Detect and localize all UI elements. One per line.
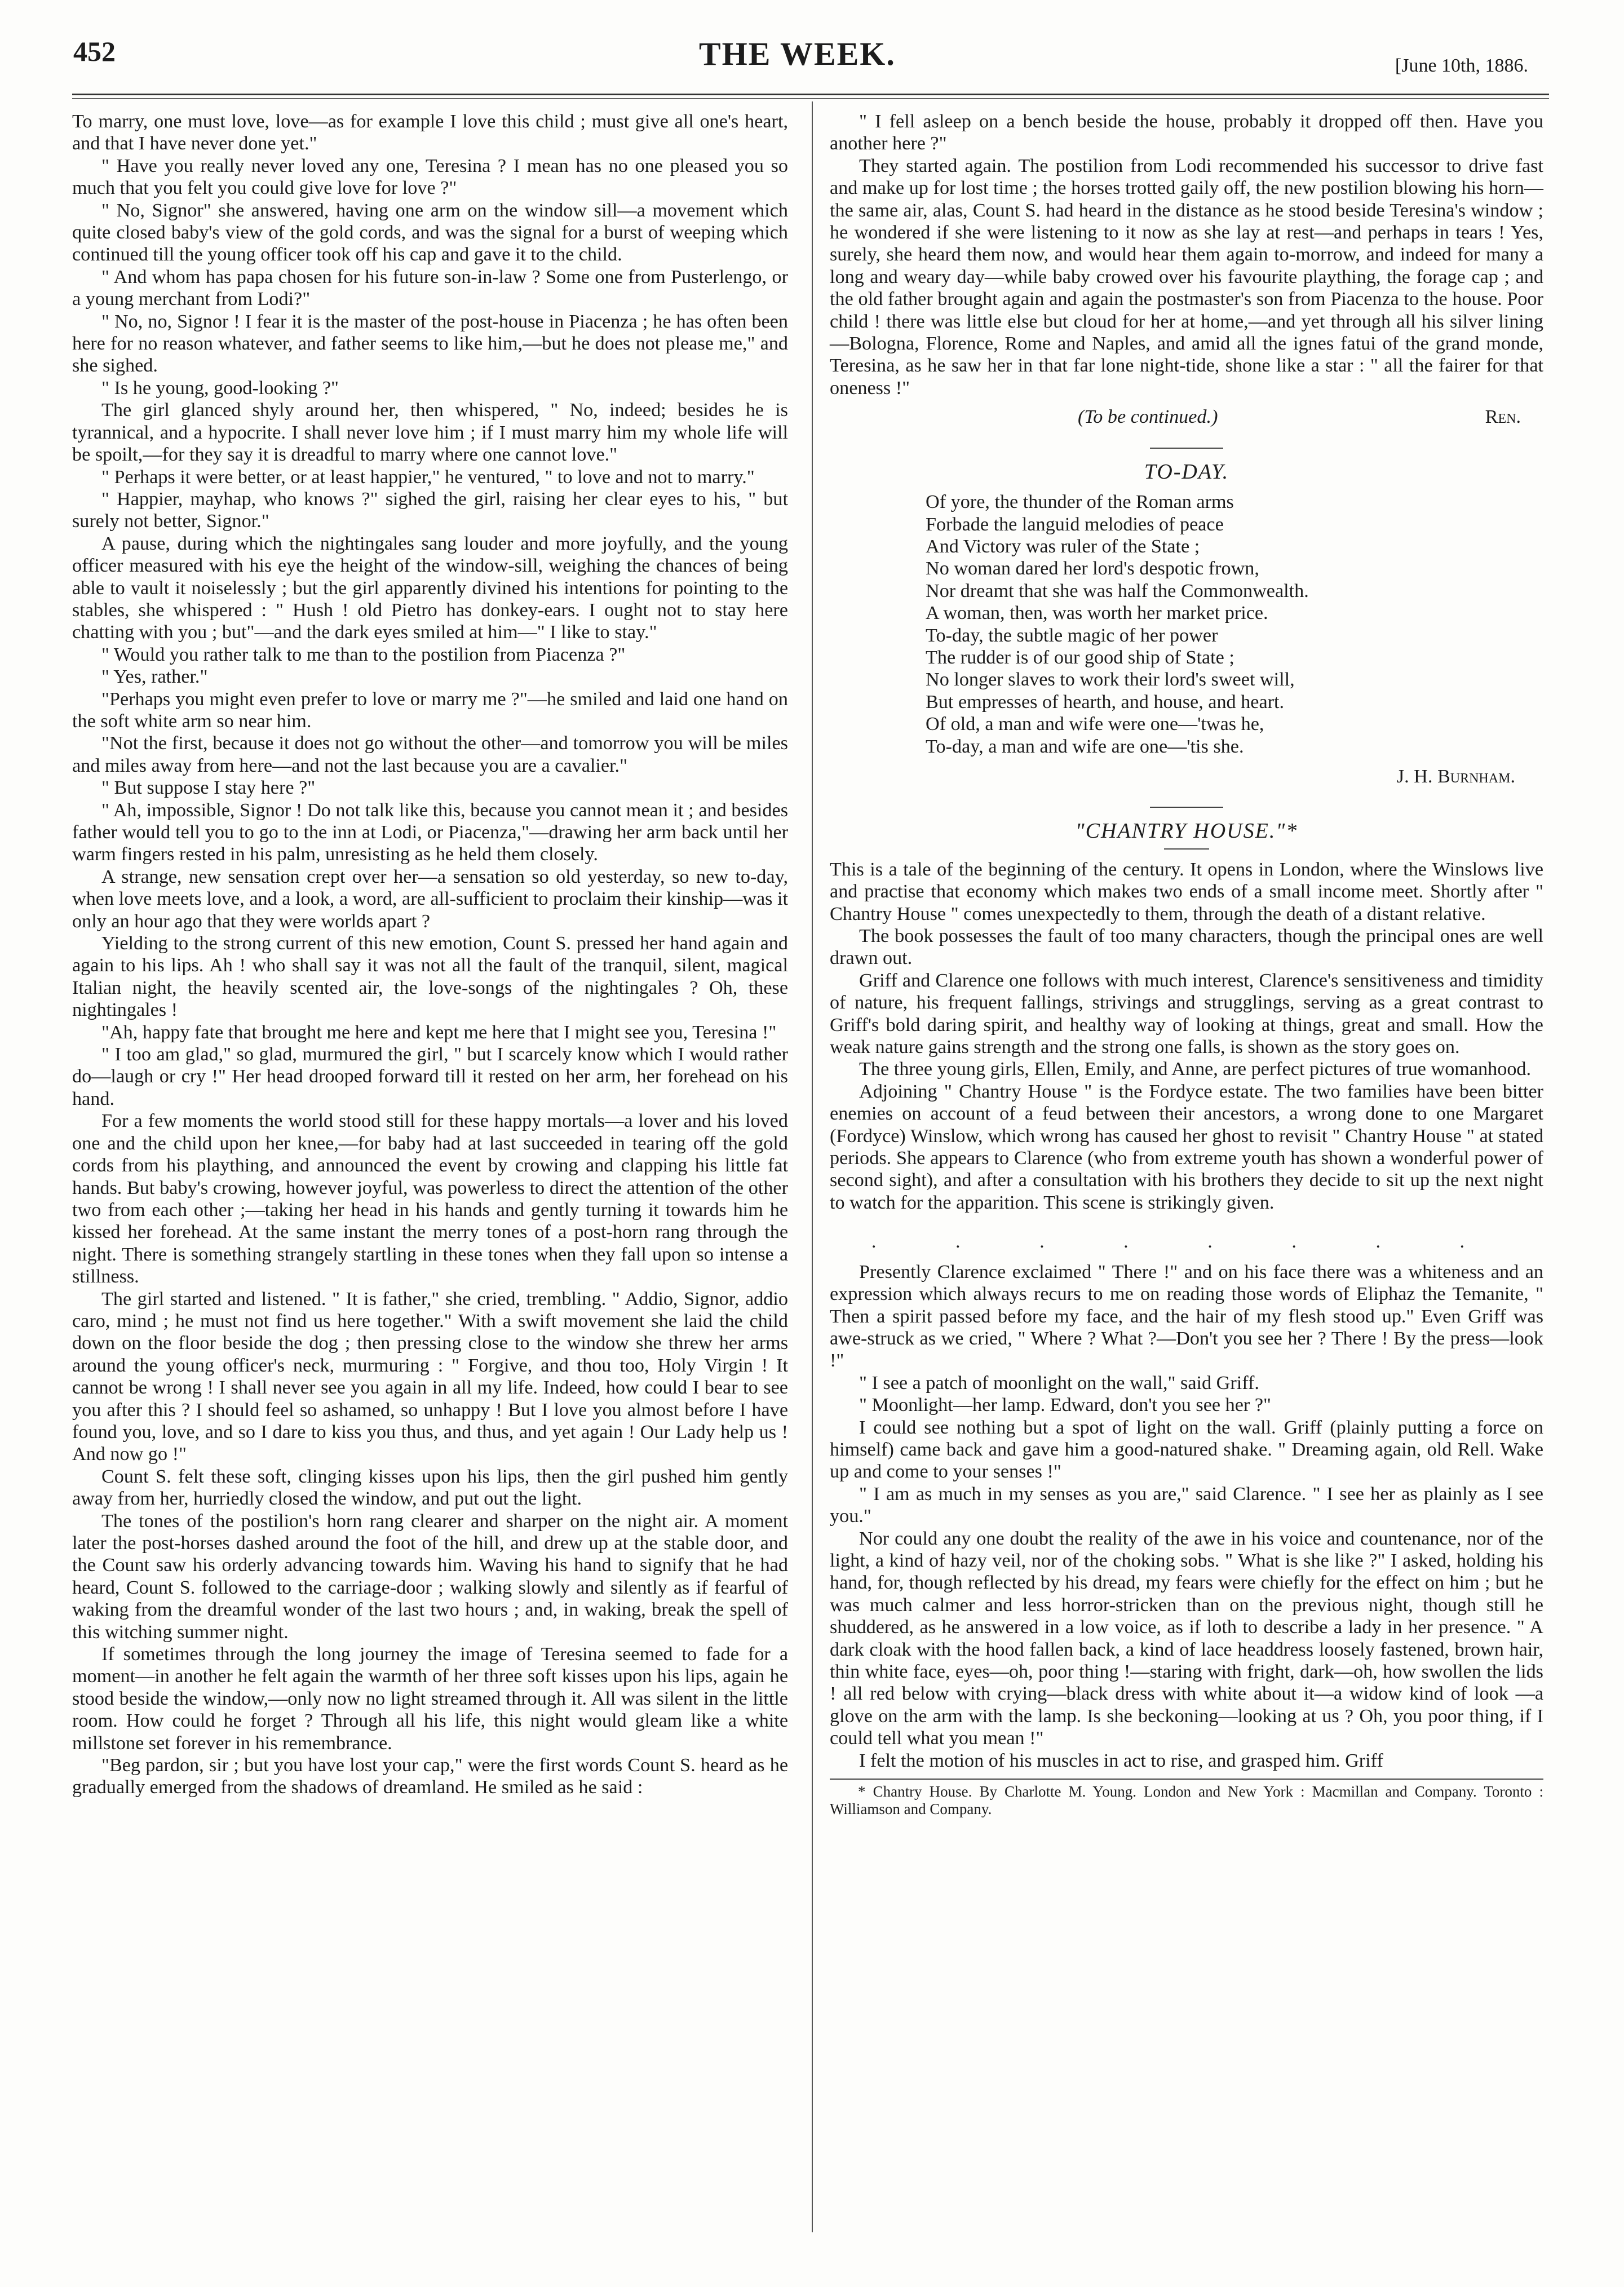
story-signature (830, 406, 1543, 428)
story-paragraph: Count S. felt these soft, clinging kisses upon his lips, then the girl pushed him gently away from her, hurriedly closed the window, and put out the light. (72, 1466, 788, 1510)
to-be-continued: (To be continued.) (1078, 406, 1218, 428)
story-paragraph: " Perhaps it were better, or at least happier," he ventured, " to love and not to marry." (101, 466, 755, 488)
review-paragraph: Griff and Clarence one follows with much interest, Clarence's sensitiveness and timidity of nature, his frequent fallings, strivings and strugglings, serving as a great contrast to Griff's bold daring spirit, and healthy way of looking at things, great and small. How the weak nature gains strength and the strong one falls, is shown as the story goes on. (830, 970, 1543, 1058)
poem (830, 491, 1543, 758)
left-column (72, 110, 788, 1799)
review-paragraph: This is a tale of the beginning of the century. It opens in London, where the Winslows live and practise that economy which makes two ends of a small income meet. Shortly after " Chantry House " comes unexpectedly to them, through the death of a distant relative. (830, 859, 1543, 924)
issue-date: [June 10th, 1886. (1395, 55, 1528, 76)
story-paragraph: " Is he young, good-looking ?" (101, 377, 339, 399)
footnote-rule (830, 1779, 1543, 1780)
story-paragraph: " Have you really never loved any one, Teresina ? I mean has no one pleased you so much that you felt you could give love for love ?" (72, 155, 788, 199)
poem-line: Of yore, the thunder of the Roman arms (926, 492, 1234, 513)
story-author: Ren. (1485, 406, 1521, 428)
poem-line: No woman dared her lord's despotic frown, (926, 558, 1259, 580)
header-rule-bottom (72, 98, 1549, 99)
quote-paragraph: Presently Clarence exclaimed " There !" and on his face there was a whiteness and an expression which always recurs to me on reading those words of Eliphaz the Temanite, " Then a spirit passed before my face, and the hair of my flesh stood up." Even Griff was awe-struck as we cried, " Where ? What ?—Don't you see her ? There ! By the press—look !" (830, 1261, 1543, 1372)
poem-line: A woman, then, was worth her market price. (926, 603, 1268, 624)
poem-line: To-day, the subtle magic of her power (926, 625, 1218, 646)
story-paragraph: " No, Signor" she answered, having one arm on the window sill—a movement which quite closed baby's view of the gold cords, and was the signal for a burst of weeping which continued till the young officer took off his cap and gave it to the child. (72, 200, 788, 266)
poem-line: To-day, a man and wife are one—'tis she. (926, 736, 1244, 757)
story-paragraph: "Perhaps you might even prefer to love or marry me ?"—he smiled and laid one hand on the soft white arm so near him. (72, 688, 788, 732)
section-divider (1150, 807, 1223, 808)
poem-line: And Victory was ruler of the State ; (926, 536, 1200, 557)
story-paragraph: The girl started and listened. " It is father," she cried, trembling. " Addio, Signor, addio caro, mind ; he must not find us here together." With a swift movement she laid the child down on the floor beside the dog ; then pressing close to the window she threw her arms around the young officer's neck, murmuring : " Forgive, and thou too, Holy Virgin ! It cannot be wrong ! I shall never see you again in all my life. Indeed, how could I bear to see you after this ? I should feel so ashamed, so unhappy ! But I love you almost before I have found you, love, and so I dare to kiss you thus, and thus, and yet again ! Our Lady help us ! And now go !" (72, 1288, 788, 1465)
story-paragraph: To marry, one must love, love—as for example I love this child ; must give all one's heart, and that I have never done yet." (72, 111, 788, 154)
footnote: * Chantry House. By Charlotte M. Young. London and New York : Macmillan and Company. Toronto : Williamson and Company. (830, 1783, 1543, 1818)
poem-line: Of old, a man and wife were one—'twas he, (926, 714, 1264, 735)
poem-title: TO-DAY. (1144, 459, 1229, 484)
poem-line: Forbade the languid melodies of peace (926, 514, 1224, 535)
column-separator (812, 101, 813, 2232)
story-paragraph: Yielding to the strong current of this new emotion, Count S. pressed her hand again and again to his lips. Ah ! who shall say it was not all the fault of the tranquil, silent, magical Italian night, the heavily scented air, the love-songs of the nightingales ? Oh, these nightingales ! (72, 933, 788, 1021)
review-paragraph: Adjoining " Chantry House " is the Fordyce estate. The two families have been bitter enemies on account of a feud between their ancestors, a wrong done to one Margaret (Fordyce) Winslow, which wrong has caused her ghost to revisit " Chantry House " at stated periods. She appears to Clarence (who from extreme youth has shown a wonderful power of second sight), and after a consultation with his brothers they decide to sit up the next night to watch for the apparition. This scene is strikingly given. (830, 1081, 1543, 1213)
poem-line: But empresses of hearth, and house, and heart. (926, 691, 1285, 713)
story-paragraph: They started again. The postilion from Lodi recommended his successor to drive fast and make up for lost time ; the horses trotted gaily off, the new postilion blowing his horn—the same air, alas, Count S. had heard in the distance as he stood beside Teresina's window ; he wondered if she were listening to it now as she lay at rest—and perhaps in tears ! Yes, surely, she heard them now, and would hear them again to-morrow, and indeed for many a long and weary day—while baby crowed over his favourite plaything, the forage cap ; and the old father brought again and again the postmaster's son from Piacenza to the house. Poor child ! there was little else but cloud for her at home,—and yet through all his silver lining—Bologna, Florence, Rome and Naples, and amid all the ignes fatui of the grand monde, Teresina, as he saw her in that far lone night-tide, shone like a star : " all the fairer for that oneness !" (830, 155, 1543, 399)
story-paragraph: For a few moments the world stood still for these happy mortals—a lover and his loved one and the child upon her knee,—for baby had at last succeeded in tearing off the gold cords from his plaything, and announced the event by crowing and clapping his little fat hands. But baby's crowing, however joyful, was powerless to direct the attention of the other two from each other ;—taking her head in his hands and gently turning it towards him he kissed her forehead. At the same instant the merry tones of a post-horn rang through the night. There is something strangely startling in these tones when they fall upon so intense a stillness. (72, 1111, 788, 1288)
quote-paragraph: Nor could any one doubt the reality of the awe in his voice and countenance, nor of the light, a kind of hazy veil, nor of the choking sobs. " What is she like ?" I asked, holding his hand, for, though reflected by his dread, my fears were chiefly for the effect on him ; but he was much calmer and less horror-stricken than on the previous night, though still he shuddered, as he answered in a low voice, as if loth to describe a lady in her presence. " A dark cloak with the hood fallen back, a kind of lace headdress loosely fastened, brown hair, thin white face, eyes—oh, poor thing !—staring with fright, dark—oh, how swollen the lids ! all red below with crying—black dress with white about it—a widow kind of look —a glove on the arm with the lamp. Is she beckoning—looking at us ? Oh, you poor thing, if I could tell what you mean !" (830, 1528, 1543, 1749)
story-paragraph: If sometimes through the long journey the image of Teresina seemed to fade for a moment—in another he felt again the warmth of her three soft kisses upon his lips, again he stood beside the window,—only now no light streamed through it. All was silent in the little room. How could he forget ? Through all his life, this night would gleam like a white millstone set forever in his remembrance. (72, 1644, 788, 1754)
quote-paragraph: " Moonlight—her lamp. Edward, don't you see her ?" (859, 1395, 1271, 1416)
story-paragraph: " I fell asleep on a bench beside the house, probably it dropped off then. Have you another here ?" (830, 111, 1543, 154)
story-paragraph: " But suppose I stay here ?" (101, 777, 316, 799)
quote-paragraph: I could see nothing but a spot of light on the wall. Griff (plainly putting a force on himself) came back and gave him a good-natured shake. " Dreaming again, old Rell. Wake up and come to your senses !" (830, 1417, 1543, 1483)
header-rule-top (72, 94, 1549, 95)
poem-author: J. H. Burnham. (1396, 766, 1515, 787)
quote-paragraph: " I see a patch of moonlight on the wall," said Griff. (859, 1372, 1259, 1394)
poem-line: Nor dreamt that she was half the Commonwealth. (926, 580, 1309, 601)
review-paragraph: The three young girls, Ellen, Emily, and Anne, are perfect pictures of true womanhood. (859, 1059, 1532, 1080)
quote-paragraph: I felt the motion of his muscles in act to rise, and grasped him. Griff (859, 1750, 1383, 1771)
story-paragraph: A strange, new sensation crept over her—a sensation so old yesterday, so new to-day, when love meets love, and a look, a word, are all-sufficient to proclaim their kinship—was it only an hour ago that they were worlds apart ? (72, 866, 788, 932)
poem-line: The rudder is of our good ship of State ; (926, 647, 1234, 668)
page-number: 452 (73, 36, 116, 67)
section-divider (1150, 448, 1223, 449)
story-paragraph: "Beg pardon, sir ; but you have lost your cap," were the first words Count S. heard as he gradually emerged from the shadows of dreamland. He smiled as he said : (72, 1755, 788, 1798)
story-paragraph: A pause, during which the nightingales sang louder and more joyfully, and the young officer measured with his eye the height of the window-sill, weighing the chances of being able to vault it noiselessly ; but the girl apparently divined his intentions for pointing to the stables, she whispered : " Hush ! old Pietro has donkey-ears. I ought not to stay here chatting with you ; but"—and the dark eyes smiled at him—" I like to stay." (72, 533, 788, 643)
masthead-title: THE WEEK. (699, 36, 896, 72)
poem-line: No longer slaves to work their lord's sweet will, (926, 669, 1295, 691)
story-paragraph: "Ah, happy fate that brought me here and kept me here that I might see you, Teresina !" (101, 1021, 777, 1043)
story-paragraph: " No, no, Signor ! I fear it is the master of the post-house in Piacenza ; he has often been here for no reason whatever, and father seems to like him,—but he does not please me," and she sighed. (72, 311, 788, 377)
story-paragraph: " Yes, rather." (101, 666, 208, 688)
story-paragraph: The tones of the postilion's horn rang clearer and sharper on the night air. A moment later the post-horses dashed around the foot of the hill, and drew up at the stable door, and the Count saw his orderly advancing towards him. Waving his hand to signify that he had heard, Count S. followed to the carriage-door ; walking slowly and silently as if fearful of waking from the dreamful wonder of the last two hours ; and, in waking, break the spell of this witching summer night. (72, 1510, 788, 1643)
ellipsis-dots: . . . . . . . . (871, 1231, 1502, 1253)
title-underline (1164, 848, 1209, 850)
story-paragraph: " And whom has papa chosen for his future son-in-law ? Some one from Pusterlengo, or a young merchant from Lodi?" (72, 266, 788, 310)
story-paragraph: " Would you rather talk to me than to the postilion from Piacenza ?" (101, 644, 626, 665)
story-paragraph: " Happier, mayhap, who knows ?" sighed the girl, raising her clear eyes to his, " but surely not better, Signor." (72, 488, 788, 532)
story-paragraph: " Ah, impossible, Signor ! Do not talk like this, because you cannot mean it ; and besides father would tell you to go to the inn at Lodi, or Piacenza,"—drawing her arm back until her warm fingers rested in his palm, unresisting as he held them closely. (72, 799, 788, 865)
right-column (830, 110, 1543, 1818)
review-title: "CHANTRY HOUSE."* (1075, 819, 1298, 843)
story-paragraph: " I too am glad," so glad, murmured the girl, " but I scarcely know which I would rather do—laugh or cry !" Her head drooped forward till it rested on her arm, her forehead on his hand. (72, 1044, 788, 1109)
story-paragraph: The girl glanced shyly around her, then whispered, " No, indeed; besides he is tyrannical, and a hypocrite. I shall never love him ; if I must marry him my whole life will be spoilt,—for they say it is dreadful to marry where one cannot love." (72, 400, 788, 466)
review-paragraph: The book possesses the fault of too many characters, though the principal ones are well drawn out. (830, 926, 1543, 969)
quote-paragraph: " I am as much in my senses as you are," said Clarence. " I see her as plainly as I see you." (830, 1483, 1543, 1527)
story-paragraph: "Not the first, because it does not go without the other—and tomorrow you will be miles and miles away from here—and not the last because you are a cavalier." (72, 733, 788, 776)
